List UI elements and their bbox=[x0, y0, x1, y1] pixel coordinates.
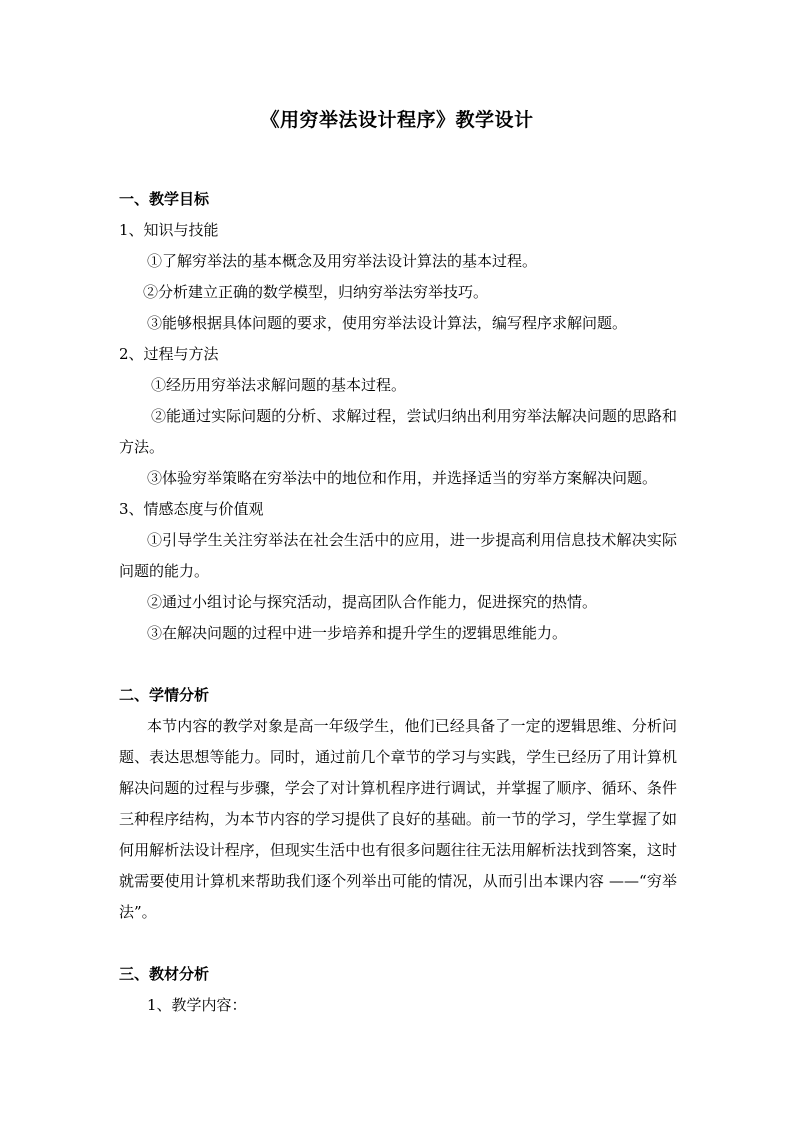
list-item: ①引导学生关注穷举法在社会生活中的应用，进一步提高利用信息技术解决实际问题的能力。 bbox=[119, 531, 677, 580]
section-spacer bbox=[119, 649, 677, 680]
subheading-teaching-content: 1、教学内容： bbox=[147, 996, 247, 1014]
section-heading-material-analysis: 三、教材分析 bbox=[119, 965, 210, 983]
document-body bbox=[119, 184, 677, 1021]
document-title: 《用穷举法设计程序》教学设计 bbox=[260, 109, 534, 131]
body-paragraph: 本节内容的教学对象是高一年级学生，他们已经具备了一定的逻辑思维、分析问题、表达思想等能力。同时，通过前几个章节的学习与实践，学生已经历了用计算机解决问题的过程与步骤，学会了对计算机程序进行调试，并掌握了顺序、循环、条件三种程序结构，为本节内容的学习提供了良好的基础。前一节的学习，学生掌握了如何用解析法设计程序，但现实生活中也有很多问题往往无法用解析法找到答案，这时就需要使用计算机来帮助我们逐个列举出可能的情况，从而引出本课内容 ——“穷举法”。 bbox=[119, 717, 677, 921]
section-spacer bbox=[119, 928, 677, 959]
subheading-attitude-values: 3、情感态度与价值观 bbox=[119, 500, 264, 518]
subheading-process-methods: 2、过程与方法 bbox=[119, 345, 219, 363]
list-item: ②通过小组讨论与探究活动，提高团队合作能力，促进探究的热情。 bbox=[147, 593, 598, 611]
list-item: ②分析建立正确的数学模型，归纳穷举法穷举技巧。 bbox=[143, 283, 489, 301]
list-item: ①经历用穷举法求解问题的基本过程。 bbox=[151, 376, 407, 394]
list-item: ③在解决问题的过程中进一步培养和提升学生的逻辑思维能力。 bbox=[147, 624, 568, 642]
list-item: ②能通过实际问题的分析、求解过程，尝试归纳出利用穷举法解决问题的思路和方法。 bbox=[119, 407, 677, 456]
subheading-knowledge-skills: 1、知识与技能 bbox=[119, 221, 219, 239]
list-item: ③能够根据具体问题的要求，使用穷举法设计算法，编写程序求解问题。 bbox=[147, 314, 628, 332]
section-heading-teaching-goals: 一、教学目标 bbox=[119, 190, 210, 208]
list-item: ③体验穷举策略在穷举法中的地位和作用，并选择适当的穷举方案解决问题。 bbox=[147, 469, 658, 487]
list-item: ①了解穷举法的基本概念及用穷举法设计算法的基本过程。 bbox=[147, 252, 538, 270]
section-heading-learner-analysis: 二、学情分析 bbox=[119, 686, 210, 704]
